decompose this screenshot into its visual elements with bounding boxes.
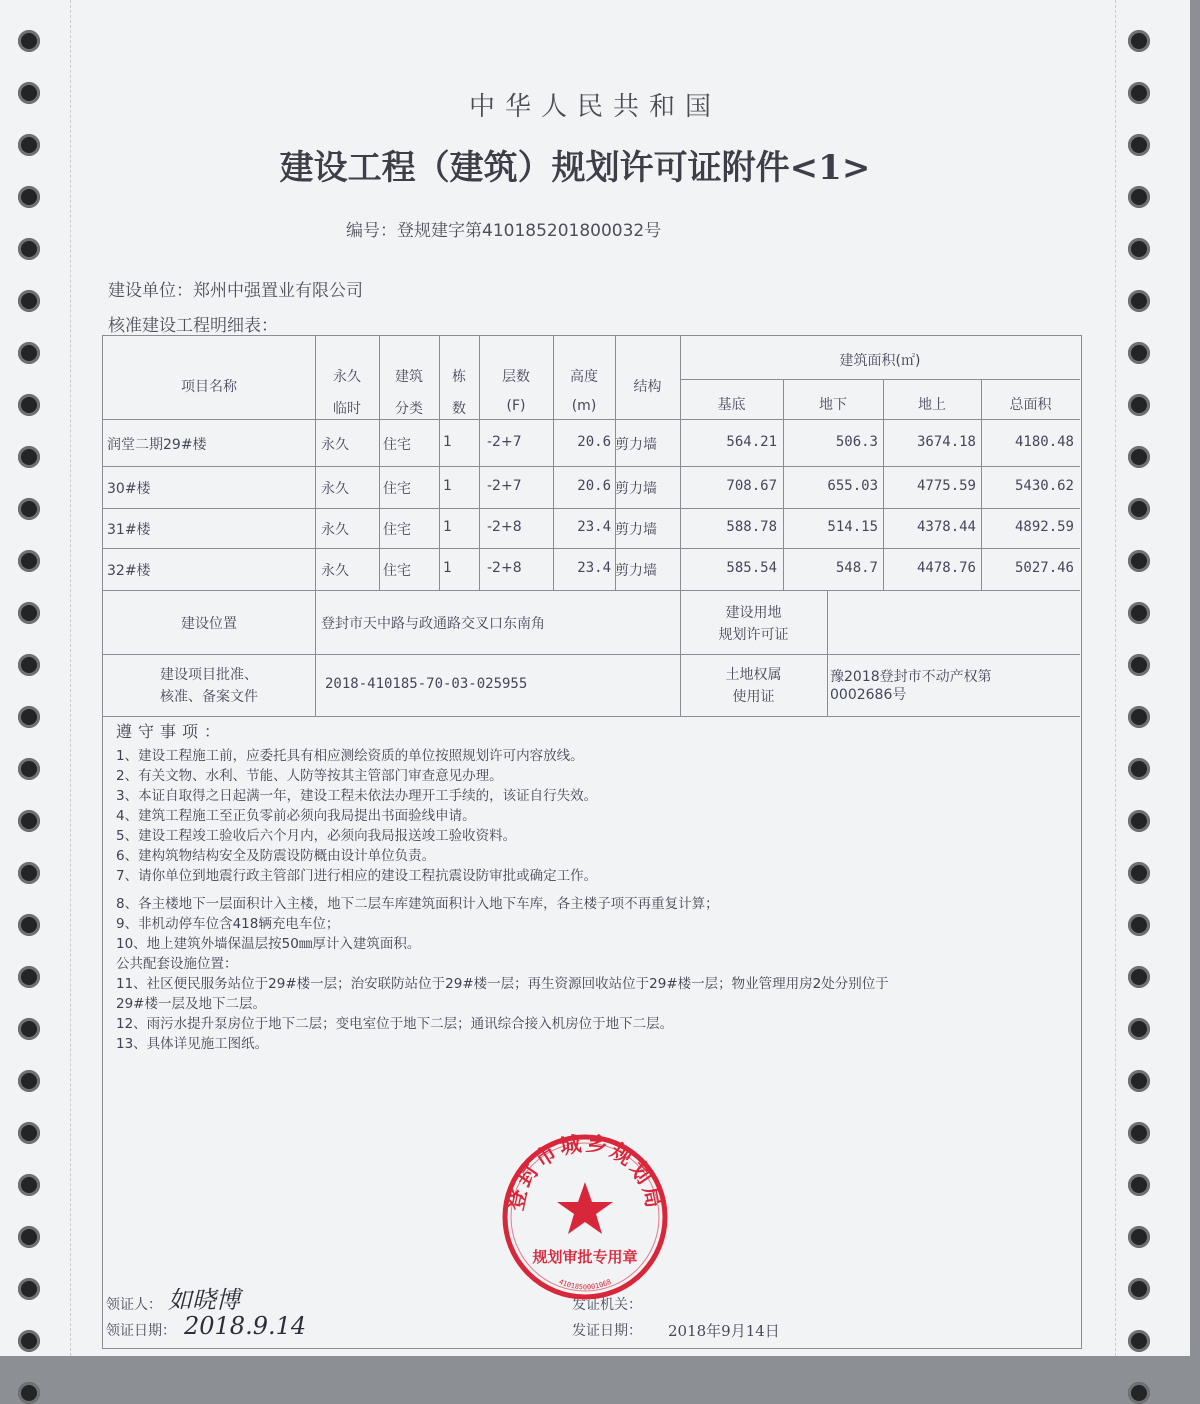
table-cell-above: 4775.59 [916, 478, 976, 494]
header-count-1: 栋 [452, 369, 466, 385]
row-line [103, 466, 1080, 467]
issuer-label: 发证机关： [572, 1297, 642, 1313]
sprocket-hole [18, 498, 40, 520]
seal-bottom-text: 规划审批专用章 [532, 1248, 638, 1266]
row-line [103, 508, 1080, 509]
sprocket-hole [1128, 1330, 1150, 1352]
table-cell-height: 20.6 [577, 434, 611, 450]
land-permit-label-1: 建设用地 [725, 605, 782, 621]
table-cell-perm: 永久 [321, 481, 349, 497]
table-cell-floors: -2+7 [487, 478, 522, 494]
table-cell-count: 1 [443, 478, 452, 494]
sprocket-hole [1128, 758, 1150, 780]
receiver-label: 领证人： [106, 1297, 162, 1313]
note-item: 10、地上建筑外墙保温层按50㎜厚计入建筑面积。 [116, 936, 421, 952]
area-group-divider [680, 379, 1080, 380]
table-cell-height: 23.4 [577, 519, 611, 535]
sprocket-hole [18, 30, 40, 52]
sprocket-hole [18, 1018, 40, 1040]
table-cell-type: 住宅 [383, 437, 411, 453]
note-item: 11、社区便民服务站位于29#楼一层；治安联防站位于29#楼一层；再生资源回收站位于29#楼一层；物业管理用房2处分别位于 [116, 976, 889, 992]
header-type-2: 分类 [395, 401, 423, 417]
sprocket-hole [18, 758, 40, 780]
table-cell-total: 5430.62 [1014, 478, 1074, 494]
sprocket-hole [1128, 1226, 1150, 1248]
table-cell-name: 32#楼 [107, 563, 151, 579]
sprocket-hole [18, 1226, 40, 1248]
table-cell-total: 5027.46 [1014, 560, 1074, 576]
sprocket-hole [18, 1122, 40, 1144]
note-item: 1、建设工程施工前，应委托具有相应测绘资质的单位按照规划许可内容放线。 [116, 748, 584, 764]
sprocket-hole [1128, 550, 1150, 572]
table-cell-structure: 剪力墙 [615, 522, 657, 538]
sprocket-hole [1128, 446, 1150, 468]
table-cell-perm: 永久 [321, 522, 349, 538]
header-count-2: 数 [452, 401, 466, 417]
table-cell-type: 住宅 [383, 481, 411, 497]
note-item: 4、建筑工程施工至正负零前必须向我局提出书面验线申请。 [116, 808, 476, 824]
official-seal [500, 1132, 670, 1302]
sprocket-hole [18, 1382, 40, 1404]
table-cell-perm: 永久 [321, 437, 349, 453]
sprocket-hole [1128, 706, 1150, 728]
location-label: 建设位置 [181, 616, 237, 632]
sprocket-hole [18, 966, 40, 988]
table-cell-above: 4478.76 [916, 560, 976, 576]
seal-code: 4101850001068 [557, 1277, 613, 1292]
land-cert-value-2: 0002686号 [830, 687, 907, 703]
receive-date-label: 领证日期： [106, 1323, 176, 1339]
header-area-above: 地上 [918, 397, 946, 413]
note-item: 13、具体详见施工图纸。 [116, 1036, 269, 1052]
sprocket-hole [1128, 602, 1150, 624]
sprocket-hole [18, 446, 40, 468]
sprocket-hole [18, 186, 40, 208]
table-cell-total: 4892.59 [1014, 519, 1074, 535]
table-cell-structure: 剪力墙 [615, 437, 657, 453]
note-item: 29#楼一层及地下二层。 [116, 996, 266, 1012]
issue-date-value: 2018年9月14日 [668, 1322, 780, 1340]
table-cell-height: 20.6 [577, 478, 611, 494]
land-cert-label-2: 使用证 [732, 689, 775, 705]
header-floors-2: (F) [506, 398, 526, 414]
sprocket-hole [18, 602, 40, 624]
col-line [615, 336, 616, 590]
table-cell-total: 4180.48 [1014, 434, 1074, 450]
note-item: 12、雨污水提升泵房位于地下二层；变电室位于地下二层；通讯综合接入机房位于地下二层。 [116, 1016, 674, 1032]
sprocket-hole [1128, 810, 1150, 832]
note-item: 6、建构筑物结构安全及防震设防概由设计单位负责。 [116, 848, 436, 864]
sprocket-hole [18, 238, 40, 260]
sprocket-hole [1128, 30, 1150, 52]
document-title: 建设工程（建筑）规划许可证附件<1> [279, 148, 871, 188]
sprocket-hole [18, 1278, 40, 1300]
notes-heading: 遵守事项： [116, 722, 227, 741]
sprocket-hole [18, 706, 40, 728]
sprocket-hole [1128, 394, 1150, 416]
approval-label-2: 核准、备案文件 [160, 689, 258, 705]
header-height-1: 高度 [570, 369, 598, 385]
header-perm-1: 永久 [333, 369, 361, 385]
note-item: 7、请你单位到地震行政主管部门进行相应的建设工程抗震设防审批或确定工作。 [116, 868, 598, 884]
land-cert-value-1: 豫2018登封市不动产权第 [830, 669, 992, 685]
header-area-group: 建筑面积(㎡) [839, 353, 921, 369]
table-cell-structure: 剪力墙 [615, 563, 657, 579]
header-area-total: 总面积 [1009, 397, 1052, 413]
header-type-1: 建筑 [395, 369, 423, 385]
table-cell-count: 1 [443, 434, 452, 450]
sprocket-hole [18, 654, 40, 676]
sprocket-hole [1128, 1382, 1150, 1404]
table-cell-base: 588.78 [726, 519, 777, 535]
table-cell-height: 23.4 [577, 560, 611, 576]
seal-top-text: 登封市城乡规划局 [502, 1132, 668, 1213]
notes-list [116, 746, 889, 1054]
sprocket-hole [1128, 498, 1150, 520]
receiver-signature: 如晓博 [168, 1286, 240, 1314]
sprocket-hole [1128, 862, 1150, 884]
col-line [827, 590, 828, 716]
header-floors-1: 层数 [502, 369, 530, 385]
table-cell-above: 4378.44 [916, 519, 976, 535]
applicant-value: 郑州中强置业有限公司 [193, 281, 363, 301]
header-name: 项目名称 [181, 379, 237, 395]
table-cell-type: 住宅 [383, 522, 411, 538]
row-line [103, 548, 1080, 549]
sprocket-hole [1128, 238, 1150, 260]
right-tractor-strip [1115, 0, 1186, 1356]
table-cell-base: 585.54 [726, 560, 777, 576]
table-cell-count: 1 [443, 519, 452, 535]
sprocket-hole [18, 862, 40, 884]
sprocket-hole [1128, 290, 1150, 312]
table-cell-count: 1 [443, 560, 452, 576]
sprocket-hole [1128, 342, 1150, 364]
table-cell-base: 708.67 [726, 478, 777, 494]
sprocket-hole [1128, 186, 1150, 208]
sprocket-hole [1128, 1070, 1150, 1092]
seal-star-icon [557, 1182, 613, 1234]
sprocket-hole [18, 1174, 40, 1196]
location-value: 登封市天中路与政通路交叉口东南角 [321, 616, 545, 632]
note-item: 5、建设工程竣工验收后六个月内，必须向我局报送竣工验收资料。 [116, 828, 517, 844]
table-cell-structure: 剪力墙 [615, 481, 657, 497]
table-cell-floors: -2+8 [487, 519, 522, 535]
note-item: 公共配套设施位置： [116, 956, 238, 972]
header-area-base: 基底 [717, 397, 746, 413]
approval-label-1: 建设项目批准、 [160, 667, 258, 683]
table-cell-above: 3674.18 [916, 434, 976, 450]
table-cell-base: 564.21 [726, 434, 777, 450]
row-line [103, 654, 1080, 655]
table-cell-name: 31#楼 [107, 522, 151, 538]
sprocket-hole [18, 290, 40, 312]
table-title: 核准建设工程明细表： [108, 316, 278, 336]
serial-label: 编号： [346, 221, 397, 241]
table-cell-under: 506.3 [835, 434, 878, 450]
applicant [108, 276, 363, 301]
table-cell-under: 655.03 [827, 478, 878, 494]
row-line [103, 716, 1080, 717]
sprocket-hole [18, 342, 40, 364]
table-cell-under: 514.15 [827, 519, 878, 535]
header-area-under: 地下 [819, 397, 847, 413]
sprocket-hole [18, 914, 40, 936]
table-cell-under: 548.7 [835, 560, 878, 576]
col-line [315, 336, 316, 716]
receive-date-handwritten: 2018.9.14 [184, 1312, 307, 1340]
table-cell-name: 润堂二期29#楼 [107, 437, 207, 453]
sprocket-hole [18, 1070, 40, 1092]
row-line [103, 590, 1080, 591]
country-heading: 中华人民共和国 [468, 92, 721, 122]
sprocket-hole [1128, 1278, 1150, 1300]
header-perm-2: 临时 [333, 401, 361, 417]
table-cell-floors: -2+8 [487, 560, 522, 576]
header-height-2: (m) [571, 398, 597, 414]
issue-date-label: 发证日期： [572, 1323, 642, 1339]
note-item: 2、有关文物、水利、节能、人防等按其主管部门审查意见办理。 [116, 768, 503, 784]
sprocket-hole [1128, 654, 1150, 676]
sprocket-hole [18, 550, 40, 572]
applicant-label: 建设单位： [108, 281, 193, 301]
sprocket-hole [1128, 914, 1150, 936]
table-cell-floors: -2+7 [487, 434, 522, 450]
sprocket-hole [1128, 966, 1150, 988]
land-cert-label-1: 土地权属 [725, 667, 782, 683]
land-permit-label-2: 规划许可证 [718, 627, 789, 643]
note-item: 9、非机动停车位含418辆充电车位； [116, 916, 340, 932]
serial-number [346, 216, 661, 241]
sprocket-hole [1128, 1174, 1150, 1196]
approval-value: 2018-410185-70-03-025955 [325, 676, 528, 692]
serial-value: 登规建字第410185201800032号 [397, 221, 662, 241]
header-structure: 结构 [633, 379, 662, 395]
sprocket-hole [1128, 1122, 1150, 1144]
sprocket-hole [18, 810, 40, 832]
note-item: 8、各主楼地下一层面积计入主楼，地下二层车库建筑面积计入地下车库，各主楼子项不再重复计算； [116, 896, 719, 912]
sprocket-hole [18, 394, 40, 416]
note-item: 3、本证自取得之日起满一年，建设工程未依法办理开工手续的，该证自行失效。 [116, 788, 598, 804]
table-cell-type: 住宅 [383, 563, 411, 579]
sprocket-hole [18, 1330, 40, 1352]
sprocket-hole [1128, 1018, 1150, 1040]
table-cell-name: 30#楼 [107, 481, 151, 497]
header-bottom-line [103, 419, 1080, 420]
notes-section [116, 722, 889, 1054]
table-cell-perm: 永久 [321, 563, 349, 579]
